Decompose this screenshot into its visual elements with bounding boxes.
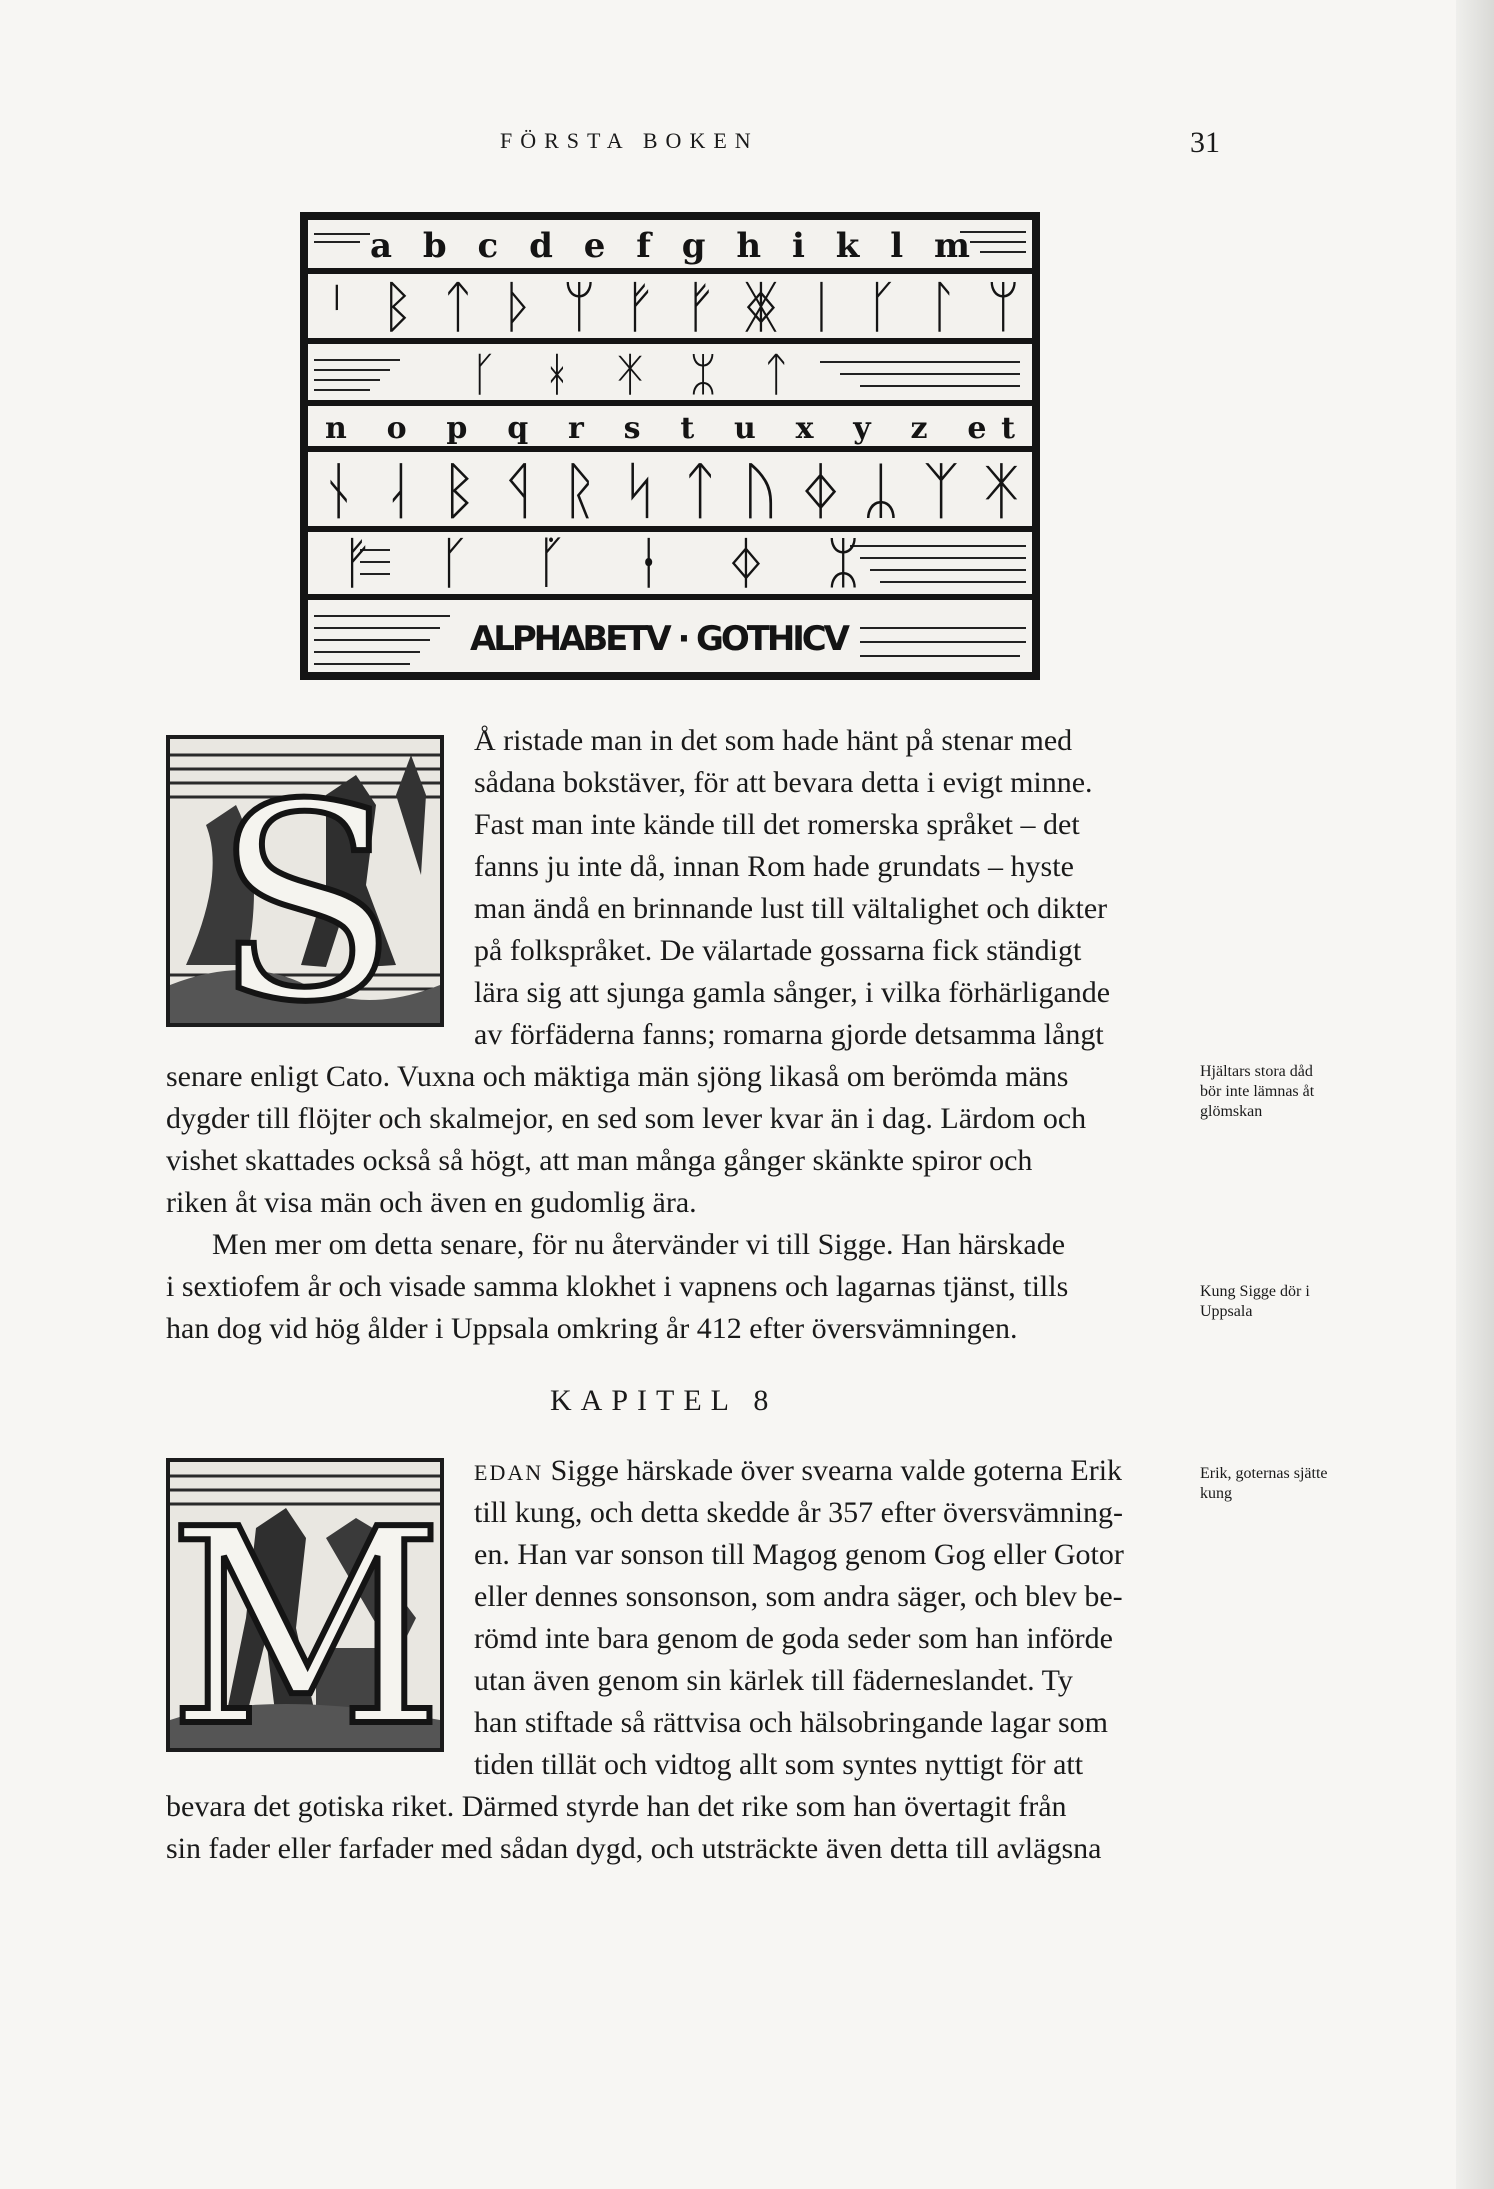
text-line: av förfäderna fanns; romarna gjorde detsamma långt: [474, 1018, 1104, 1051]
text-line: riken åt visa män och även en gudomlig ära.: [166, 1186, 697, 1219]
text-line: till kung, och detta skedde år 357 efter översvämning-: [474, 1496, 1123, 1529]
text-line: i sextiofem år och visade samma klokhet i vapnens och lagarnas tjänst, tills: [166, 1270, 1069, 1303]
text-line: tiden tillät och vidtog allt som syntes nyttigt för att: [474, 1748, 1084, 1781]
text-line: man ändå en brinnande lust till vältalighet och dikter: [474, 892, 1108, 925]
initial-letter-m: M: [167, 1471, 444, 1752]
note-line: bör inte lämnas åt: [1200, 1083, 1315, 1100]
text-line: han dog vid hög ålder i Uppsala omkring år 412 efter översvämningen.: [166, 1312, 1018, 1345]
text-line: han stiftade så rättvisa och hälsobringande lagar som: [474, 1706, 1108, 1739]
initial-letter-s: S: [213, 746, 399, 1027]
runic-alphabet-woodcut: [300, 212, 1040, 680]
text-line: fanns ju inte då, innan Rom hade grundats – hyste: [474, 850, 1074, 883]
chapter-heading: KAPITEL 8: [550, 1384, 778, 1417]
chapter-opening-smallcaps: EDAN: [474, 1460, 544, 1485]
rune-row-3: ᚾ ᛆ ᛒ ᛩ ᚱ ᛋ ᛏ ᚢ ᛄ ᛦ ᛉ ᛡ: [320, 454, 1020, 527]
note-line: Hjältars stora dåd: [1200, 1063, 1313, 1080]
text-line: vishet skattades också så högt, att man många gånger skänkte spiror och: [166, 1144, 1033, 1177]
text-line: bevara det gotiska riket. Därmed styrde han det rike som han övertagit från: [166, 1790, 1067, 1823]
rune-row-4: ᚠ ᚴ ᚵ ᛂ ᛄ ᛯ: [340, 531, 860, 596]
note-line: kung: [1200, 1485, 1232, 1502]
text-line: utan även genom sin kärlek till fäderneslandet. Ty: [474, 1664, 1073, 1697]
marginal-note-erik: [1200, 1464, 1370, 1504]
text-line: Fast man inte kände till det romerska språket – det: [474, 808, 1080, 841]
woodcut-initial-s: [166, 735, 444, 1027]
marginal-note-sigge: [1200, 1282, 1370, 1322]
page-edge: [1456, 0, 1494, 2189]
text-line: senare enligt Cato. Vuxna och mäktiga män sjöng likaså om berömda mäns: [166, 1060, 1069, 1093]
text-line: dygder till flöjter och skalmejor, en sed som lever kvar än i dag. Lärdom och: [166, 1102, 1087, 1135]
running-head: FÖRSTA BOKEN: [500, 128, 759, 153]
rune-row-2: ᚴ ᚼ ᛡ ᛯ ᛏ: [470, 347, 790, 401]
text-line-opening: [474, 1452, 1122, 1492]
note-line: Kung Sigge dör i: [1200, 1283, 1310, 1300]
note-line: Erik, goternas sjätte: [1200, 1465, 1328, 1482]
text-line: Men mer om detta senare, för nu återvänder vi till Sigge. Han härskade: [212, 1228, 1066, 1261]
text-line: Å ristade man in det som hade hänt på stenar med: [474, 724, 1073, 757]
text-line: lära sig att sjunga gamla sånger, i vilka förhärligande: [474, 976, 1111, 1009]
opening-line-rest: Sigge härskade över svearna valde goterna Erik: [543, 1454, 1123, 1487]
runic-alphabet-svg: [300, 212, 1040, 680]
text-line: en. Han var sonson till Magog genom Gog eller Gotor: [474, 1538, 1124, 1571]
text-line: på folkspråket. De välartade gossarna fick ständigt: [474, 934, 1082, 967]
page-number: 31: [1190, 126, 1220, 159]
note-line: glömskan: [1200, 1103, 1263, 1120]
note-line: Uppsala: [1200, 1303, 1253, 1320]
rune-row-1: ᛌ ᛒ ᛏ ᚦ ᛘ ᚠ ᚠ ᛤ ᛁ ᚴ ᛚ ᛘ: [320, 275, 1020, 340]
text-line: sådana bokstäver, för att bevara detta i evigt minne.: [474, 766, 1093, 799]
text-line: sin fader eller farfader med sådan dygd, och utsträckte även detta till avlägsna: [166, 1832, 1102, 1865]
text-line: eller dennes sonsonson, som andra säger, och blev be-: [474, 1580, 1123, 1613]
text-line: römd inte bara genom de goda seder som han införde: [474, 1622, 1113, 1655]
alphabet-caption: ALPHABETV · GOTHICV: [470, 619, 850, 659]
woodcut-initial-m: [166, 1458, 444, 1752]
latin-row-a-m: a b c d e f g h i k l m: [370, 226, 970, 266]
marginal-note-heroes: [1200, 1062, 1370, 1122]
latin-row-n-et: n o p q r s t u x y z et: [325, 411, 1015, 446]
